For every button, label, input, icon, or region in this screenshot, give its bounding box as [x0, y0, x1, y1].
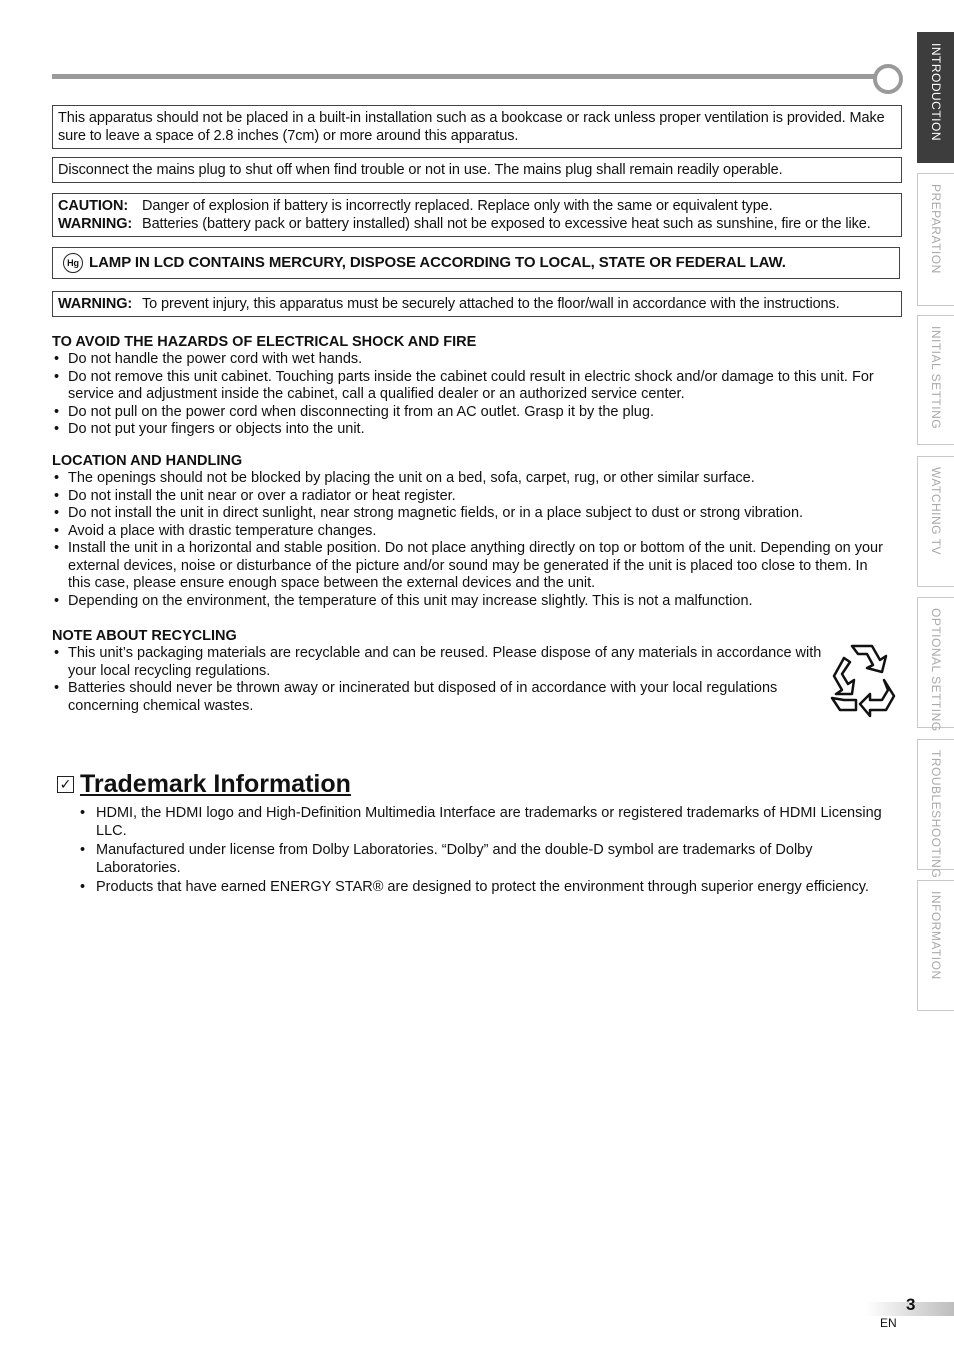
tab-optional-setting[interactable] [917, 597, 954, 732]
caution-row [58, 197, 896, 215]
recycling-list [52, 645, 822, 715]
location-section [52, 452, 892, 610]
hazards-heading: TO AVOID THE HAZARDS OF ELECTRICAL SHOCK AND FIRE [52, 334, 477, 350]
mains-plug-text: Disconnect the mains plug to shut off when find trouble or not in use. The mains plug shall remain readily operable. [58, 162, 783, 178]
tab-label: WATCHING TV [929, 467, 943, 555]
list-item: • Manufactured under license from Dolby Laboratories. “Dolby” and the double-D symbol are trademarks of Dolby Laboratories. [80, 841, 900, 877]
tab-preparation[interactable] [917, 173, 954, 306]
hazards-list [52, 351, 892, 439]
language-code: EN [880, 1316, 897, 1330]
warning2-text: To prevent injury, this apparatus must be securely attached to the floor/wall in accordance with the instructions. [142, 296, 840, 312]
list-item: • HDMI, the HDMI logo and High-Definition Multimedia Interface are trademarks or registered trademarks of HDMI Licensing LLC. [80, 804, 900, 840]
header-rule [52, 74, 882, 79]
list-item: • Do not remove this unit cabinet. Touching parts inside the cabinet could result in electric shock and/or damage to this unit. For service and adjustment inside the cabinet, call a qualified dealer or an authorized service center. [52, 369, 892, 404]
trademark-section [80, 804, 900, 897]
list-item: • Avoid a place with drastic temperature changes. [52, 523, 892, 541]
list-item: • The openings should not be blocked by placing the unit on a bed, sofa, carpet, rug, or other similar surface. [52, 470, 892, 488]
tab-label: OPTIONAL SETTING [929, 608, 943, 732]
ventilation-notice [52, 105, 902, 149]
caution-text: Danger of explosion if battery is incorrectly replaced. Replace only with the same or equivalent type. [142, 198, 773, 214]
tab-introduction[interactable] [917, 32, 954, 163]
header-rule-end-circle [873, 64, 903, 94]
list-item: • Do not put your fingers or objects into the unit. [52, 421, 892, 439]
trademark-title-text: Trademark Information [80, 770, 351, 798]
ventilation-text: This apparatus should not be placed in a built-in installation such as a bookcase or rack unless proper ventilation is provided. Make sure to leave a space of 2.8 inches (7cm) or more around this apparatus. [58, 110, 885, 144]
list-item: • Do not install the unit in direct sunlight, near strong magnetic fields, or in a place subject to dust or strong vibration. [52, 505, 892, 523]
hg-mercury-icon: Hg [63, 253, 83, 273]
mercury-lamp-notice [52, 247, 900, 279]
tab-troubleshooting[interactable] [917, 739, 954, 879]
tab-label: TROUBLESHOOTING [929, 750, 943, 879]
location-heading: LOCATION AND HANDLING [52, 453, 243, 469]
list-item: • Install the unit in a horizontal and stable position. Do not place anything directly on top or bottom of the unit. Depending on your external devices, noise or disturbance of the picture and/or sound may be generated if the unit is placed too close to them. In this case, please ensure enough space between the external devices and the unit. [52, 540, 892, 593]
hazards-section [52, 333, 892, 439]
list-item: • This unit’s packaging materials are recyclable and can be reused. Please dispose of any materials in accordance with your local recycling regulations. [52, 645, 822, 680]
recycling-heading: NOTE ABOUT RECYCLING [52, 628, 237, 644]
tab-label: INFORMATION [929, 891, 943, 980]
warning-label: WARNING: [58, 216, 133, 232]
caution-label: CAUTION: [58, 198, 129, 214]
warning-battery-row [58, 215, 896, 233]
list-item: • Do not install the unit near or over a radiator or heat register. [52, 488, 892, 506]
trademark-list [80, 804, 900, 896]
warning2-label: WARNING: [58, 296, 133, 312]
list-item: • Depending on the environment, the temperature of this unit may increase slightly. This is not a malfunction. [52, 593, 892, 611]
checkbox-icon: ✓ [57, 776, 74, 793]
page-number: 3 [906, 1295, 916, 1314]
lamp-text: LAMP IN LCD CONTAINS MERCURY, DISPOSE ACCORDING TO LOCAL, STATE OR FEDERAL LAW. [89, 254, 786, 271]
caution-warning-box [52, 193, 902, 237]
attach-warning-box [52, 291, 902, 317]
warning-battery-text: Batteries (battery pack or battery installed) shall not be exposed to excessive heat such as sunshine, fire or the like. [142, 216, 871, 232]
tab-initial-setting[interactable] [917, 315, 954, 445]
list-item: • Products that have earned ENERGY STAR® are designed to protect the environment through superior energy efficiency. [80, 878, 900, 896]
trademark-title [57, 770, 351, 799]
list-item: • Do not pull on the power cord when disconnecting it from an AC outlet. Grasp it by the plug. [52, 404, 892, 422]
recycle-icon [822, 638, 902, 718]
tab-label: INTRODUCTION [929, 43, 943, 141]
tab-information[interactable] [917, 880, 954, 1011]
mains-plug-notice [52, 157, 902, 183]
recycling-section [52, 627, 822, 715]
list-item: • Batteries should never be thrown away or incinerated but disposed of in accordance with your local regulations concerning chemical wastes. [52, 680, 822, 715]
tab-watching-tv[interactable] [917, 456, 954, 587]
list-item: • Do not handle the power cord with wet hands. [52, 351, 892, 369]
tab-label: INITIAL SETTING [929, 326, 943, 430]
page-number-bar [866, 1295, 954, 1316]
tab-label: PREPARATION [929, 184, 943, 274]
attach-warning-row [58, 295, 896, 313]
location-list [52, 470, 892, 610]
